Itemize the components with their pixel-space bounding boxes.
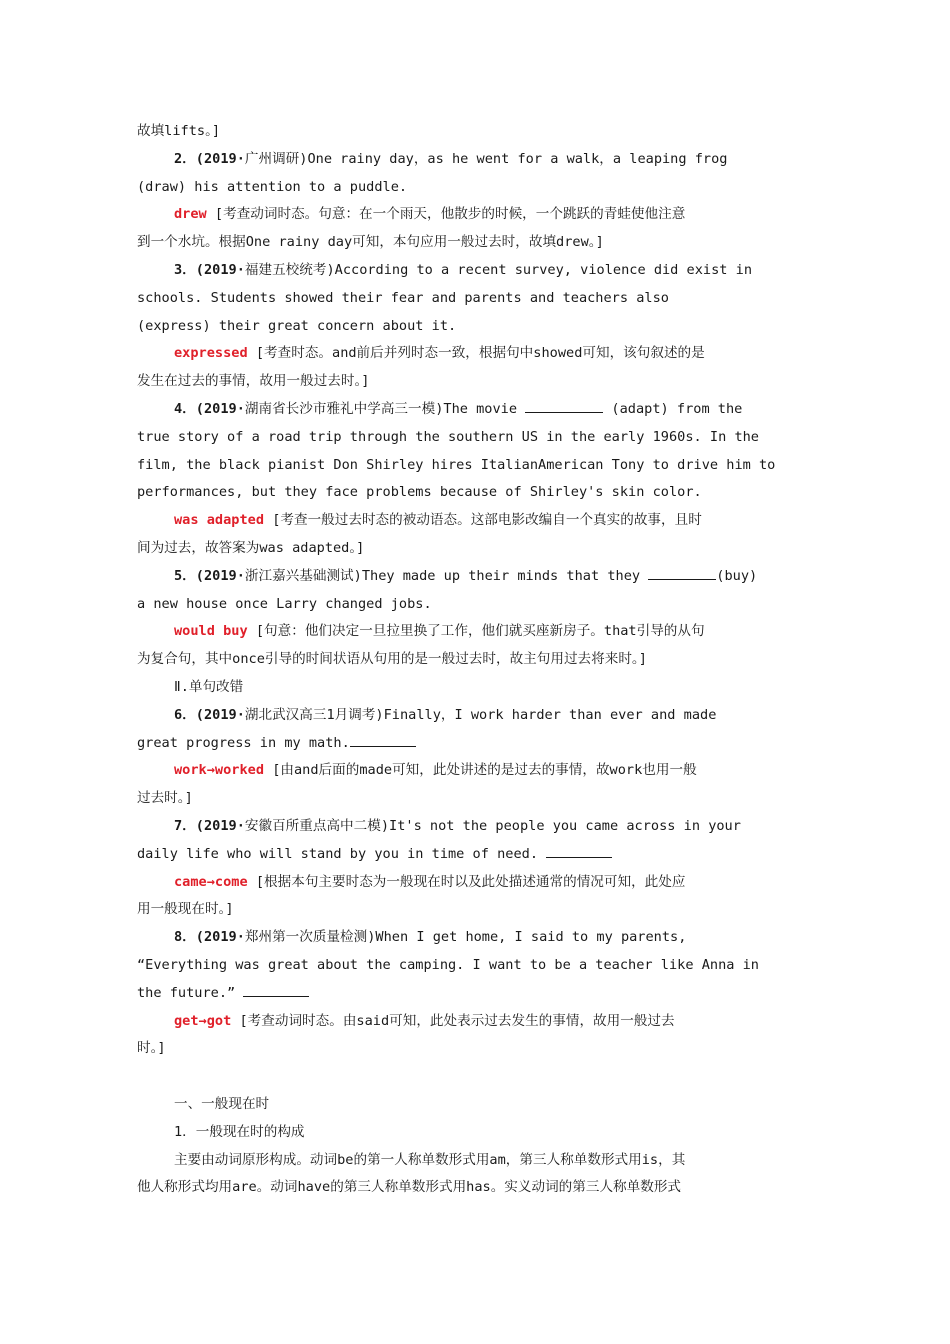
answer-text: drew [174,206,207,223]
explanation: [由and后面的made可知，此处讲述的是过去的事情，故work也用一般 [264,762,697,779]
answer-text: came→come [174,873,248,890]
text: schools. Students showed their fear and parents and teachers also [137,289,669,306]
text: (express) their great concern about it. [137,317,457,334]
text-line [137,646,815,674]
question-4 [137,396,815,424]
text-line [137,1035,815,1063]
answer-text: work→worked [174,762,265,779]
question-number: 2．(2019· [174,150,245,167]
answer-text: was adapted [174,512,265,529]
text-line [137,896,815,924]
text-line [137,479,815,507]
answer-2 [137,201,815,229]
text-line [137,285,815,313]
text: performances, but they face problems because of Shirley's skin color. [137,484,702,501]
explanation: [考查动词时态。句意：在一个雨天，他散步的时候，一个跳跃的青蛙使他注意 [206,206,686,223]
text-line [137,452,815,480]
text: a new house once Larry changed jobs. [137,595,432,612]
text: the future.” [137,984,244,1001]
explanation: 间为过去，故答案为was adapted。] [137,539,365,556]
explanation: [考查一般过去时态的被动语态。这部电影改编自一个真实的故事，且时 [264,512,702,529]
text: “Everything was great about the camping. I want to be a teacher like Anna in [137,956,759,973]
text-line [137,841,815,869]
question-7 [137,813,815,841]
text: 湖北武汉高三1月调考)Finally，I work harder than ever and made [244,706,717,723]
answer-blank[interactable] [243,982,309,997]
text: 安徽百所重点高中二模)It's not the people you came across in your [244,817,741,834]
answer-blank[interactable] [350,732,416,747]
text-line [137,952,815,980]
text: 他人称形式均用are。动词have的第三人称单数形式用has。实义动词的第三人称单数形式 [137,1179,682,1196]
text: 故填lifts。] [137,123,221,139]
explanation: 发生在过去的事情，故用一般过去时。] [137,373,370,390]
text: 浙江嘉兴基础测试)They made up their minds that they [244,567,649,584]
text-line [137,980,815,1008]
explanation: [考查时态。and前后并列时态一致，根据句中showed可知，该句叙述的是 [247,345,705,362]
section-heading [137,674,815,702]
text-line [137,229,815,257]
text-line [137,785,815,813]
answer-8 [137,1008,815,1036]
text: 1．一般现在时的构成 [174,1123,305,1140]
explanation: 为复合句，其中once引导的时间状语从句用的是一般过去时，故主句用过去将来时。] [137,651,647,668]
answer-6 [137,757,815,785]
paragraph [137,1147,815,1175]
explanation: 时。] [137,1040,166,1057]
answer-text: get→got [174,1012,232,1029]
sub-heading [137,1119,815,1147]
text-line [137,535,815,563]
answer-blank[interactable] [648,565,716,580]
answer-blank[interactable] [546,843,612,858]
spacer [137,1063,815,1091]
answer-text: would buy [174,623,248,640]
question-8 [137,924,815,952]
explanation: [句意：他们决定一旦拉里换了工作，他们就买座新房子。that引导的从句 [247,623,705,640]
answer-4 [137,507,815,535]
text: great progress in my math. [137,734,350,751]
explanation: 到一个水坑。根据One rainy day可知，本句应用一般过去时，故填drew。] [137,234,604,251]
document-page [137,118,815,1202]
question-number: 4．(2019· [174,400,245,417]
text: daily life who will stand by you in time of need. [137,845,547,862]
question-6 [137,702,815,730]
section-heading [137,1091,815,1119]
text-line [137,313,815,341]
text: Ⅱ.单句改错 [174,678,244,695]
question-number: 3．(2019· [174,261,245,278]
text-line [137,1174,815,1202]
explanation: [考查动词时态。由said可知，此处表示过去发生的事情，故用一般过去 [231,1012,675,1029]
text: true story of a road trip through the southern US in the early 1960s. In the [137,428,759,445]
question-2 [137,146,815,174]
text: 湖南省长沙市雅礼中学高三一模)The movie [244,400,526,417]
answer-blank[interactable] [525,398,603,413]
answer-5 [137,618,815,646]
question-number: 5．(2019· [174,567,245,584]
text: (draw) his attention to a puddle. [137,178,408,195]
question-5 [137,563,815,591]
text: 郑州第一次质量检测)When I get home, I said to my parents, [244,929,687,946]
answer-text: expressed [174,345,248,362]
question-3 [137,257,815,285]
text-line [137,118,815,146]
text-line [137,730,815,758]
answer-7 [137,869,815,897]
text: 广州调研)One rainy day，as he went for a walk，a leaping frog [244,150,728,167]
text-line [137,368,815,396]
text: (adapt) from the [603,400,743,417]
question-number: 6．(2019· [174,706,245,723]
text-line [137,424,815,452]
text: 主要由动词原形构成。动词be的第一人称单数形式用am，第三人称单数形式用is，其 [174,1151,686,1168]
text-line [137,591,815,619]
text: 一、一般现在时 [174,1096,270,1113]
answer-3 [137,340,815,368]
explanation: 用一般现在时。] [137,901,234,918]
text: 福建五校统考)According to a recent survey, violence did exist in [244,261,753,278]
text: (buy) [716,567,758,584]
text-line [137,174,815,202]
explanation: 过去时。] [137,790,193,807]
question-number: 7．(2019· [174,817,245,834]
explanation: [根据本句主要时态为一般现在时以及此处描述通常的情况可知，此处应 [247,873,686,890]
text: film, the black pianist Don Shirley hires ItalianAmerican Tony to drive him to [137,456,776,473]
question-number: 8．(2019· [174,929,245,946]
